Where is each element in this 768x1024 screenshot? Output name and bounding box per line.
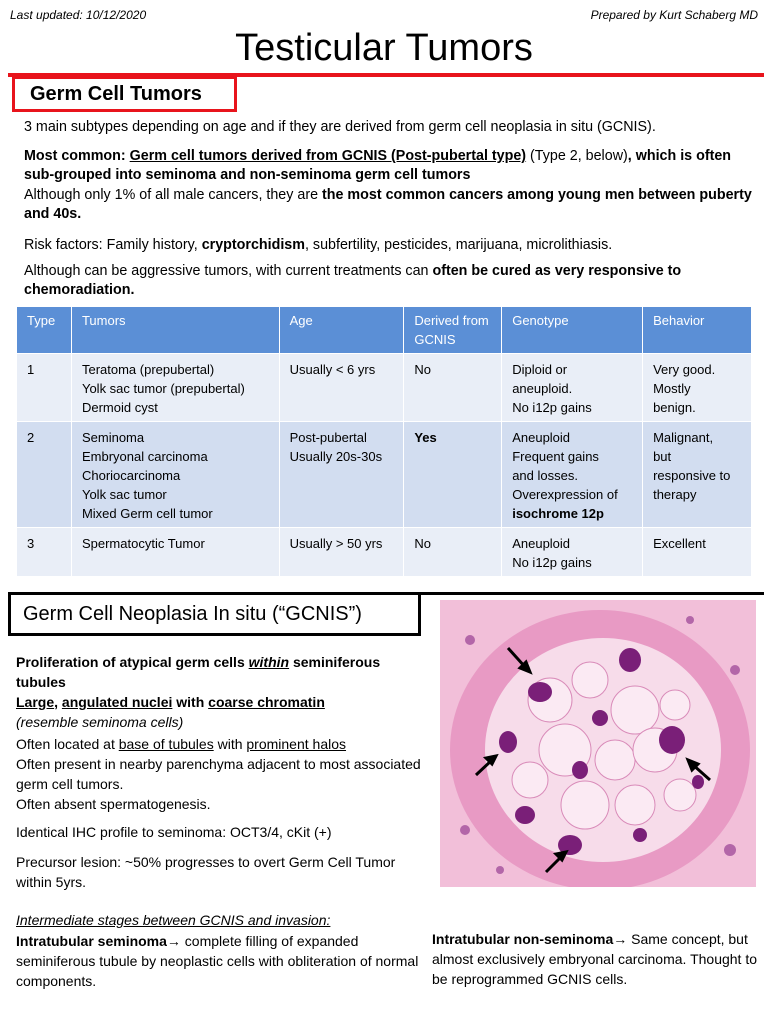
- gcnis-point-spermatogenesis: Often absent spermatogenesis.: [16, 796, 211, 812]
- cell-derived: Yes: [404, 422, 502, 528]
- gcnis-ihc-profile: Identical IHC profile to seminoma: OCT3/4, cKit (+): [16, 824, 332, 840]
- table-header-row: [17, 307, 752, 354]
- section-box-germ-cell-tumors: [12, 76, 237, 112]
- column-header: Age: [279, 307, 404, 354]
- cell-behavior: Excellent: [643, 528, 752, 577]
- cell-age: Usually > 50 yrs: [279, 528, 404, 577]
- column-header: Tumors: [71, 307, 279, 354]
- cell-genotype: Aneuploid No i12p gains: [502, 528, 643, 577]
- column-header: Type: [17, 307, 72, 354]
- cell-tumors: Spermatocytic Tumor: [71, 528, 279, 577]
- gcnis-point-location: Often located at base of tubules with prominent halos: [16, 736, 347, 752]
- page-title: Testicular Tumors: [235, 27, 533, 69]
- section-heading-germ-cell-tumors: Germ Cell Tumors: [30, 83, 202, 105]
- cell-behavior: Very good. Mostly benign.: [643, 354, 752, 422]
- cell-age: Usually < 6 yrs: [279, 354, 404, 422]
- column-header: Derived from GCNIS: [404, 307, 502, 354]
- section-box-gcnis: [8, 592, 421, 636]
- cell-derived: No: [404, 354, 502, 422]
- table-row: [17, 422, 752, 528]
- risk-factors-paragraph: Risk factors: Family history, cryptorchidism, subfertility, pesticides, marijuana, microlithiasis.: [24, 237, 613, 253]
- section-heading-gcnis: Germ Cell Neoplasia In situ (“GCNIS”): [23, 603, 362, 625]
- cell-type: 3: [17, 528, 72, 577]
- table-row: [17, 528, 752, 577]
- gcnis-point-proliferation: Proliferation of atypical germ cells within seminiferous tubules: [16, 654, 381, 690]
- gcnis-point-parenchyma: Often present in nearby parenchyma adjacent to most associated germ cell tumors.: [16, 756, 421, 792]
- cell-behavior: Malignant, but responsive to therapy: [643, 422, 752, 528]
- cell-derived: No: [404, 528, 502, 577]
- treatment-paragraph: Although can be aggressive tumors, with current treatments can often be cured as very responsive to chemoradiation.: [24, 263, 682, 298]
- cell-genotype: Aneuploid Frequent gains and losses. Overexpression of isochrome 12p: [502, 422, 643, 528]
- intratubular-non-seminoma: Intratubular non-seminoma→ Same concept, but almost exclusively embryonal carcinoma. Thought to be reprogrammed GCNIS cells.: [432, 931, 758, 987]
- cell-genotype: Diploid or aneuploid. No i12p gains: [502, 354, 643, 422]
- most-common-paragraph: Most common: Germ cell tumors derived from GCNIS (Post-pubertal type) (Type 2, below), which is often sub-grouped into seminoma and non-seminoma germ cell tumors: [24, 148, 732, 183]
- column-header: Genotype: [502, 307, 643, 354]
- cell-age: Post-pubertal Usually 20s-30s: [279, 422, 404, 528]
- gcnis-point-resemble: (resemble seminoma cells): [16, 714, 184, 730]
- cell-type: 2: [17, 422, 72, 528]
- cell-type: 1: [17, 354, 72, 422]
- intro-paragraph: 3 main subtypes depending on age and if they are derived from germ cell neoplasia in situ (GCNIS).: [24, 119, 656, 135]
- histology-image: [440, 600, 756, 887]
- gcnis-precursor: Precursor lesion: ~50% progresses to overt Germ Cell Tumor within 5yrs.: [16, 854, 396, 890]
- cell-tumors: Teratoma (prepubertal) Yolk sac tumor (prepubertal) Dermoid cyst: [71, 354, 279, 422]
- column-header: Behavior: [643, 307, 752, 354]
- prepared-by: Prepared by Kurt Schaberg MD: [590, 8, 758, 22]
- histology-micrograph: [440, 600, 756, 887]
- table-row: [17, 354, 752, 422]
- intratubular-seminoma: Intratubular seminoma→ complete filling of expanded seminiferous tubule by neoplastic cells with obliteration of normal components.: [16, 933, 419, 989]
- germ-cell-tumor-table: [16, 306, 752, 577]
- last-updated: Last updated: 10/12/2020: [10, 8, 147, 22]
- cell-tumors: Seminoma Embryonal carcinoma Choriocarcinoma Yolk sac tumor Mixed Germ cell tumor: [71, 422, 279, 528]
- intermediate-stages-heading: Intermediate stages between GCNIS and invasion:: [16, 912, 331, 928]
- gcnis-point-nuclei: Large, angulated nuclei with coarse chromatin: [16, 694, 325, 710]
- prevalence-paragraph: Although only 1% of all male cancers, they are the most common cancers among young men between puberty and 40s.: [24, 187, 752, 222]
